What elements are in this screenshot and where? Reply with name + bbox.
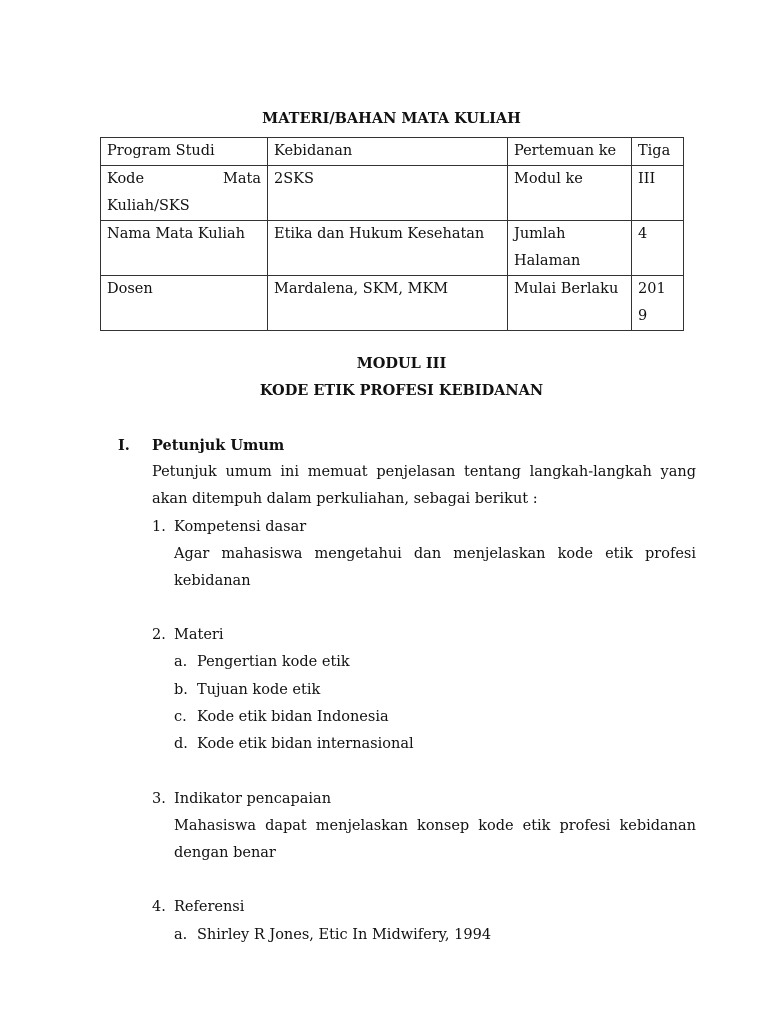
value-line: 9 bbox=[638, 308, 648, 324]
sublist-letter: b. bbox=[174, 682, 188, 698]
module-title: KODE ETIK PROFESI KEBIDANAN bbox=[259, 382, 544, 399]
list-number: 1. bbox=[152, 519, 166, 535]
table-cell-value: Kebidanan bbox=[268, 138, 508, 166]
table-cell-label: Pertemuan ke bbox=[508, 138, 632, 166]
label-line: Jumlah bbox=[514, 226, 566, 242]
sublist-text: Shirley R Jones, Etic In Midwifery, 1994 bbox=[197, 927, 492, 943]
table-cell-label: Mulai Berlaku bbox=[508, 276, 632, 331]
list-item-text: Mahasiswa dapat menjelaskan konsep kode etik profesi kebidanan dengan benar bbox=[174, 818, 696, 862]
table-cell-label: Modul ke bbox=[508, 166, 632, 221]
table-cell-value bbox=[632, 276, 684, 331]
table-cell-label bbox=[508, 221, 632, 276]
value-line: 201 bbox=[638, 281, 666, 297]
table-row bbox=[101, 138, 684, 166]
label-line: Halaman bbox=[514, 253, 581, 269]
table-cell-value: 4 bbox=[632, 221, 684, 276]
sublist-letter: c. bbox=[174, 709, 187, 725]
sublist-text: Pengertian kode etik bbox=[197, 654, 350, 670]
sublist-text: Kode etik bidan internasional bbox=[197, 736, 414, 752]
section-number: I. bbox=[118, 437, 130, 454]
list-item-title: Materi bbox=[174, 627, 224, 643]
sublist-letter: a. bbox=[174, 654, 188, 670]
sublist-text: Kode etik bidan Indonesia bbox=[197, 709, 389, 725]
section-intro: Petunjuk umum ini memuat penjelasan tentang langkah-langkah yang akan ditempuh dalam perkuliahan, sebagai berikut : bbox=[152, 464, 696, 508]
table-row bbox=[101, 221, 684, 276]
list-number: 4. bbox=[152, 899, 166, 915]
table-cell-value: III bbox=[632, 166, 684, 221]
list-number: 3. bbox=[152, 791, 166, 807]
table-row bbox=[101, 276, 684, 331]
table-cell-value: 2SKS bbox=[268, 166, 508, 221]
table-cell-value: Tiga bbox=[632, 138, 684, 166]
list-item-title: Referensi bbox=[174, 899, 245, 915]
table-cell-label: Program Studi bbox=[101, 138, 268, 166]
label-line-justified bbox=[107, 166, 261, 193]
module-heading: MODUL III bbox=[356, 355, 447, 372]
list-number: 2. bbox=[152, 627, 166, 643]
list-item-title: Kompetensi dasar bbox=[174, 519, 307, 535]
list-item-title: Indikator pencapaian bbox=[174, 791, 332, 807]
table-row bbox=[101, 166, 684, 221]
document-title: MATERI/BAHAN MATA KULIAH bbox=[262, 110, 521, 127]
list-item-text: Agar mahasiswa mengetahui dan menjelaskan kode etik profesi kebidanan bbox=[174, 546, 696, 590]
sublist-text: Tujuan kode etik bbox=[197, 682, 321, 698]
table-cell-label: Dosen bbox=[101, 276, 268, 331]
label-word: Mata bbox=[223, 171, 261, 187]
table-cell-value: Etika dan Hukum Kesehatan bbox=[268, 221, 508, 276]
label-line: Kuliah/SKS bbox=[107, 198, 190, 214]
course-info-table bbox=[100, 137, 684, 331]
table-cell-label bbox=[101, 166, 268, 221]
table-cell-value: Mardalena, SKM, MKM bbox=[268, 276, 508, 331]
sublist-letter: d. bbox=[174, 736, 188, 752]
table-cell-label: Nama Mata Kuliah bbox=[101, 221, 268, 276]
sublist-letter: a. bbox=[174, 927, 188, 943]
label-word: Kode bbox=[107, 171, 145, 187]
section-title: Petunjuk Umum bbox=[152, 437, 285, 454]
